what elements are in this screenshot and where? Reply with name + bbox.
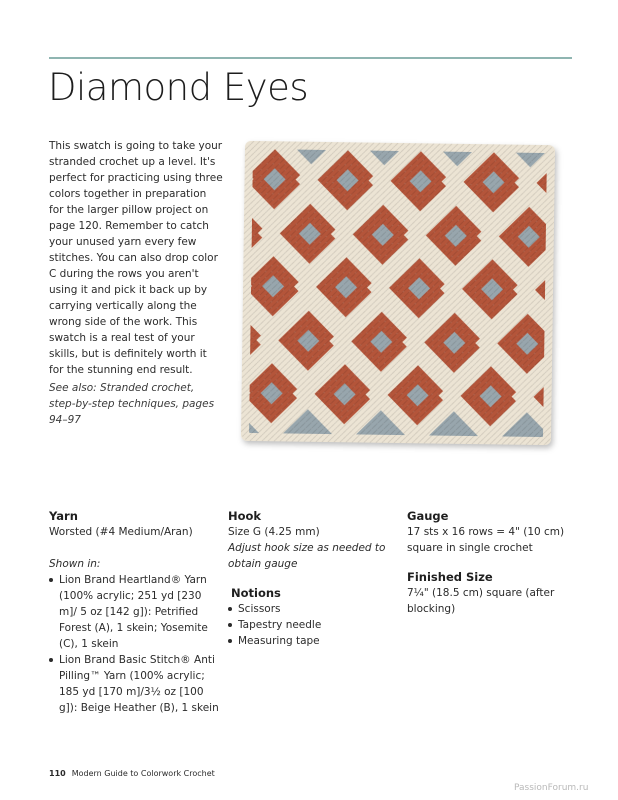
hook-size: Size G (4.25 mm)	[228, 526, 320, 538]
swatch-pattern	[241, 141, 555, 445]
book-title: Modern Guide to Colorwork Crochet	[71, 769, 215, 778]
hook-note	[228, 540, 393, 572]
watermark: PassionForum.ru	[514, 783, 589, 793]
gauge-heading: Gauge	[407, 509, 449, 523]
notions-item: Scissors	[228, 601, 393, 617]
gauge-text: 17 sts x 16 rows = 4" (10 cm) square in single crochet	[407, 526, 565, 554]
yarn-section	[49, 508, 219, 716]
hook-heading: Hook	[228, 509, 262, 523]
see-also-note: See also: Stranded crochet, step-by-step techniques, pages 94–97	[49, 382, 215, 426]
intro-paragraph	[49, 138, 224, 378]
hook-note-text: Adjust hook size as needed to obtain gauge	[228, 542, 386, 570]
notions-heading: Notions	[231, 586, 281, 600]
yarn-list	[49, 572, 219, 716]
intro-text: This swatch is going to take your stranded crochet up a level. It's perfect for practicing using three colors together in preparation for the larger pillow project on page 120. Remember to catch your unused yarn every few stitches. You can also drop color C during the rows you aren't using it and pick it back up by carrying vertically along the wrong side of the work. This swatch is a real test of your skills, but is definitely worth it for the stunning end result.	[49, 140, 223, 376]
gauge-section	[407, 508, 572, 617]
shown-in-text: Shown in:	[49, 558, 101, 570]
yarn-item: Lion Brand Basic Stitch® Anti Pilling™ Yarn (100% acrylic; 185 yd [170 m]/3½ oz [100 g]): Beige Heather (B), 1 skein	[49, 652, 219, 716]
hook-section	[228, 508, 393, 649]
top-rule	[49, 57, 572, 59]
finished-size-heading: Finished Size	[407, 570, 493, 584]
finished-size-text: 7¼" (18.5 cm) square (after blocking)	[407, 587, 555, 615]
spacer	[49, 540, 219, 556]
shown-in-label	[49, 556, 219, 572]
page-footer	[49, 769, 215, 778]
page-number: 110	[49, 769, 66, 778]
crochet-swatch-photo	[241, 141, 555, 445]
diamond-eye	[554, 279, 555, 301]
notions-item: Tapestry needle	[228, 617, 393, 633]
diamond-eye	[552, 386, 555, 408]
notions-list	[228, 601, 393, 649]
notions-item: Measuring tape	[228, 633, 393, 649]
yarn-heading: Yarn	[49, 509, 78, 523]
yarn-item: Lion Brand Heartland® Yarn (100% acrylic; 251 yd [230 m]/ 5 oz [142 g]): Petrified Forest (A), 1 skein; Yosemite (C), 1 skein	[49, 572, 219, 652]
page-title: Diamond Eyes	[48, 66, 309, 109]
yarn-weight: Worsted (#4 Medium/Aran)	[49, 526, 193, 538]
